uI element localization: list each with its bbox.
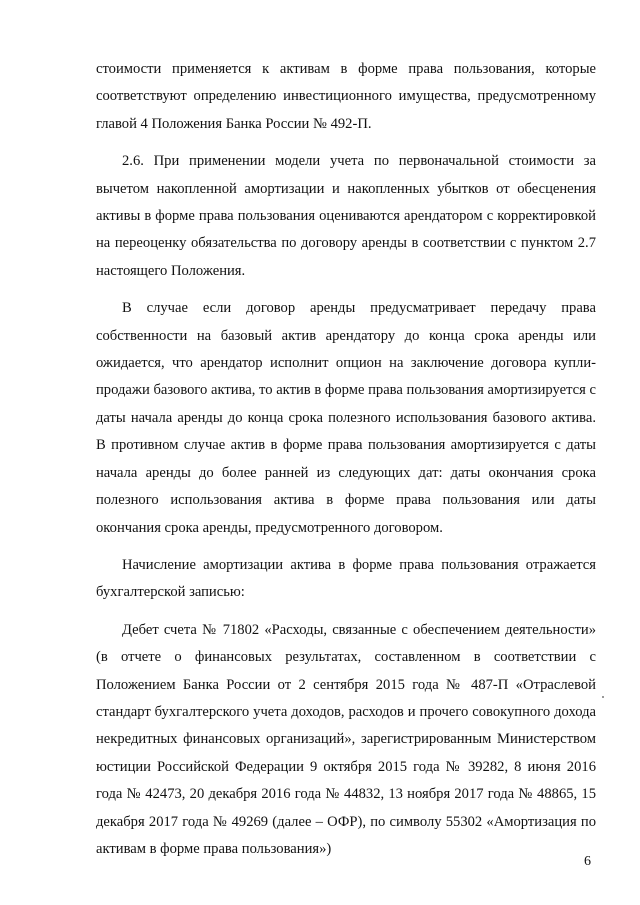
paragraph-ownership-transfer: В случае если договор аренды предусматривает передачу права собственности на базовый актив арендатору до конца срока аренды или ожидается, что арендатор исполнит опцион на заключение договора купли-продажи базового актива, то актив в форме права пользования амортизируется с даты начала аренды до конца срока полезного использования базового актива. В противном случае актив в форме права пользования амортизируется с даты начала аренды до более ранней из следующих дат: даты окончания срока полезного использования актива в форме права пользования или даты окончания срока аренды, предусмотренного договором. (96, 300, 596, 536)
paragraph-2-6: 2.6. При применении модели учета по первоначальной стоимости за вычетом накопленной амортизации и накопленных убытков от обесценения активы в форме права пользования оцениваются арендатором с корректировкой на переоценку обязательства по договору аренды в соответствии с пунктом 2.7 настоящего Положения. (96, 153, 596, 279)
paragraph-amortization-entry: Начисление амортизации актива в форме права пользования отражается бухгалтерской записью: (96, 556, 596, 601)
page-number: 6 (584, 854, 591, 869)
paragraph-debit-account: Дебет счета № 71802 «Расходы, связанные с обеспечением деятельности» (в отчете о финансовых результатах, составленном в соответствии с Положением Банка России от 2 сентября 2015 года № 487-П «Отраслевой стандарт бухгалтерского учета доходов, расходов и прочего совокупного дохода некредитных финансовых организаций», зарегистрированным Министерством юстиции Российской Федерации 9 октября 2015 года № 39282, 8 июня 2016 года № 42473, 20 декабря 2016 года № 44832, 13 ноября 2017 года № 48865, 15 декабря 2017 года № 49269 (далее – ОФР), по символу 55302 «Амортизация по активам в форме права пользования») (96, 621, 596, 857)
paragraph-continuation: стоимости применяется к активам в форме права пользования, которые соответствуют определению инвестиционного имущества, предусмотренному главой 4 Положения Банка России № 492-П. (96, 61, 596, 132)
document-page (96, 56, 596, 873)
scan-artifact (602, 696, 604, 698)
